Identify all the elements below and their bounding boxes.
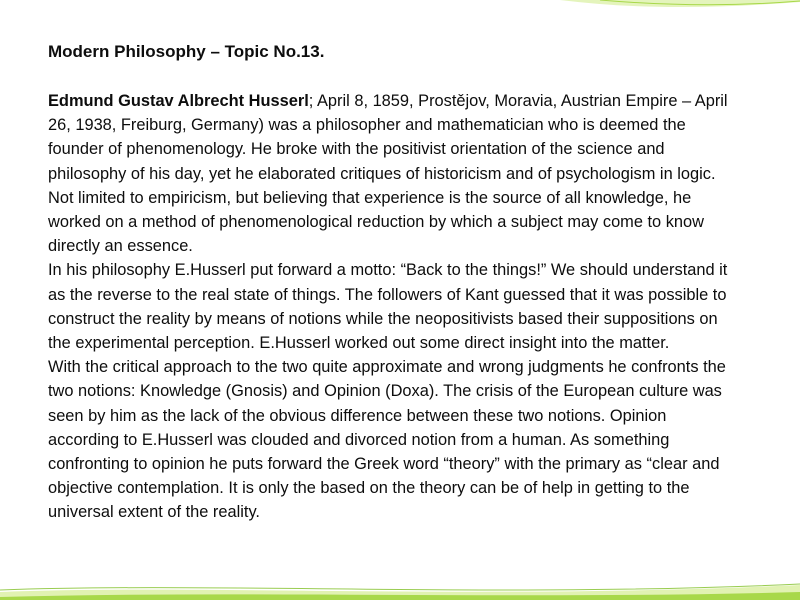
slide-title: Modern Philosophy – Topic No.13. — [48, 42, 325, 61]
paragraph-gnosis-doxa: With the critical approach to the two quite approximate and wrong judgments he confronts the two notions: Knowledge (Gnosis) and Opinion (Doxa). The crisis of the European culture was seen by him as the lack of the obvious difference between these two notions. Opinion according to E.Husserl was clouded and divorced notion from a human. As something confronting to opinion he puts forward the Greek word “theory” with the primary as “clear and objective contemplation. It is only the based on the theory can be of help in getting to the universal extent of the reality. — [48, 358, 726, 522]
paragraph-motto: In his philosophy E.Husserl put forward a motto: “Back to the things!” We should understand it as the reverse to the real state of things. The followers of Kant guessed that it was possible to construct the reality by means of notions while the neopositivists based their suppositions on the experimental perception. E.Husserl worked out some direct insight into the matter. — [48, 261, 728, 353]
husserl-bio-text: ; April 8, 1859, Prostějov, Moravia, Austrian Empire – April 26, 1938, Freiburg, Germany) was a philosopher and mathematician who is deemed the founder of phenomenology. He broke with the positivist orientation of the science and philosophy of his day, yet he elaborated critiques of historicism and of psychologism in logic. Not limited to empiricism, but believing that experience is the source of all knowledge, he worked on a method of phenomenological reduction by which a subject may come to know directly an essence. — [48, 92, 728, 256]
slide-body — [48, 41, 728, 525]
bottom-wave-line — [0, 584, 800, 590]
paragraph-husserl-bio — [48, 89, 728, 258]
husserl-name: Edmund Gustav Albrecht Husserl — [48, 92, 309, 110]
